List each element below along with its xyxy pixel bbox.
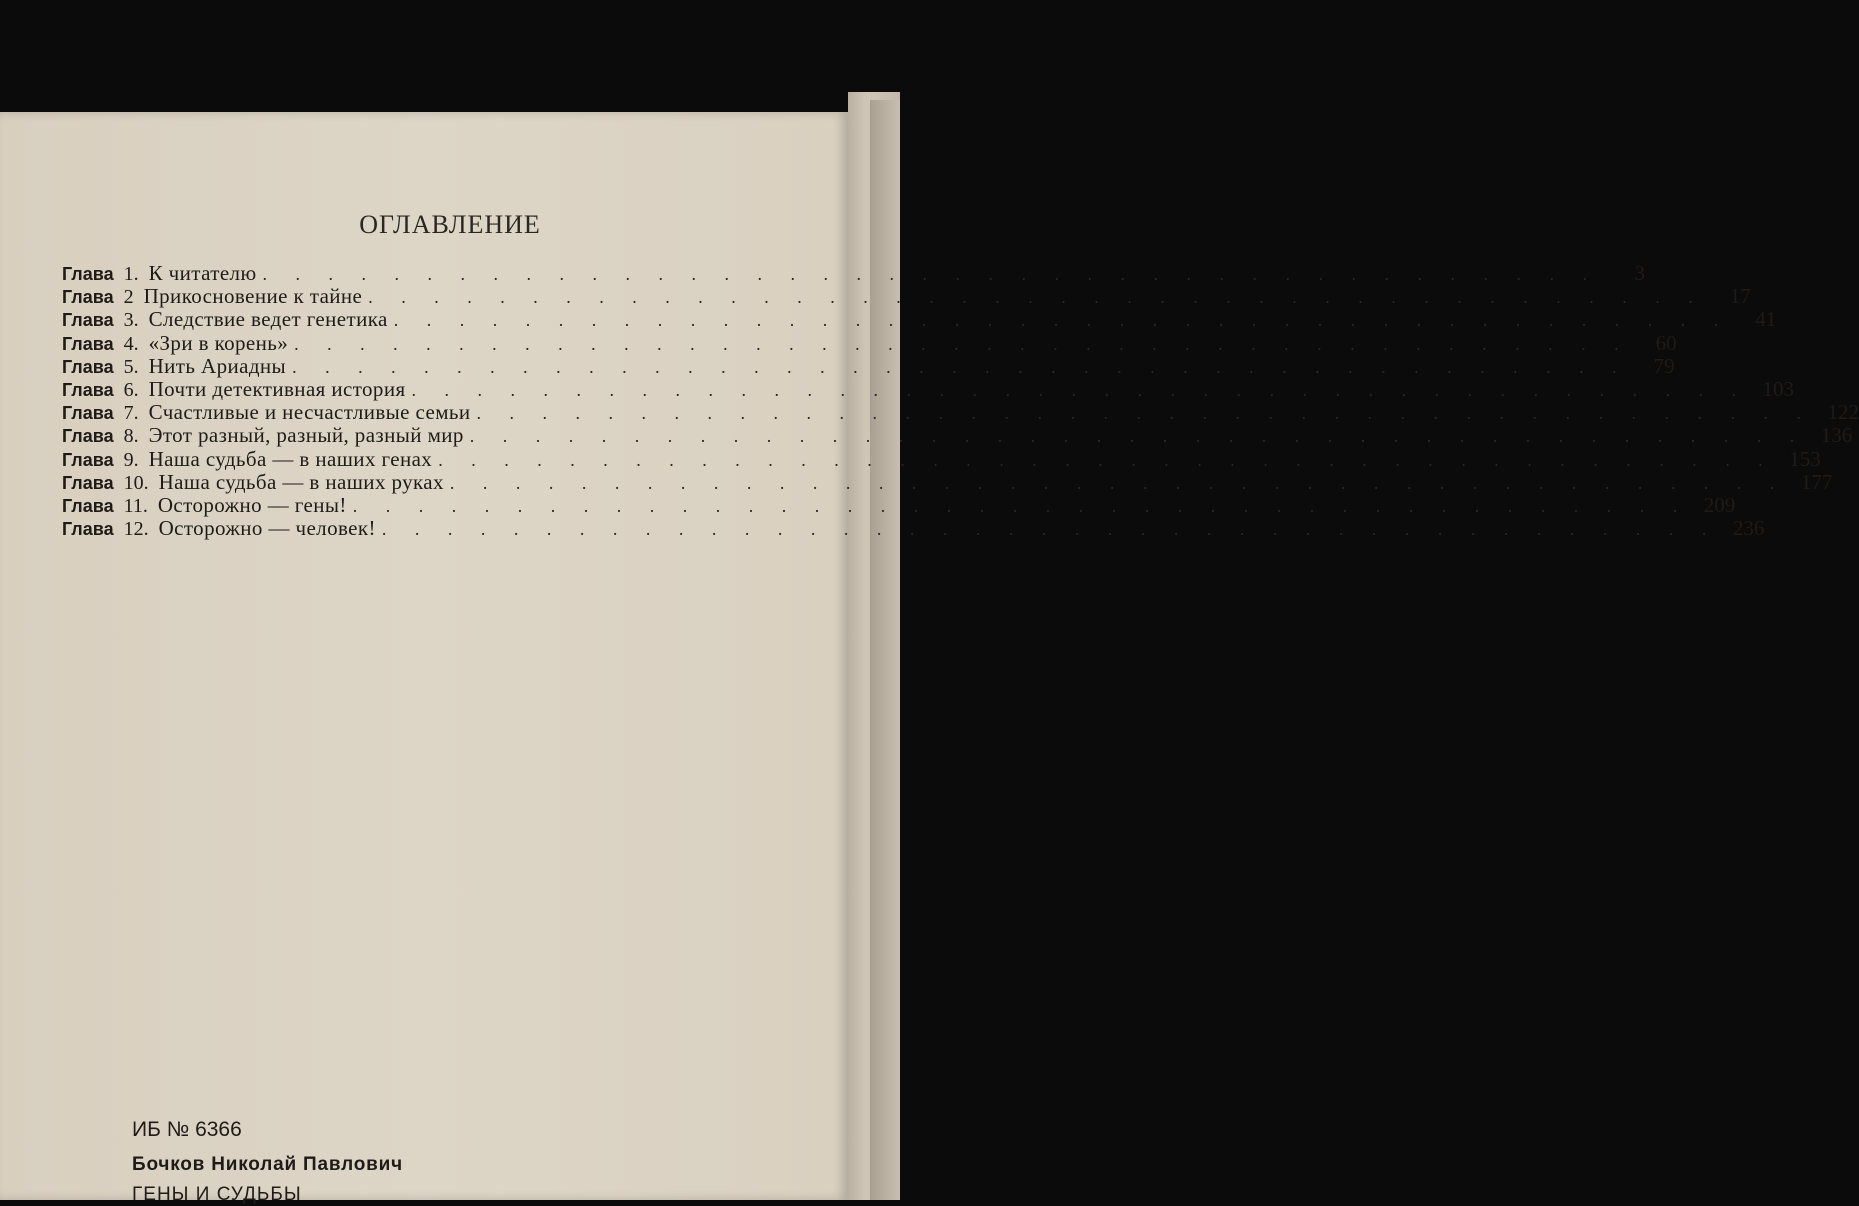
chapter-number: 6. (123, 378, 139, 401)
chapter-number: 4. (123, 332, 139, 355)
chapter-label: Глава (62, 264, 114, 284)
chapter-number: 10. (123, 471, 149, 494)
toc-entry-11 (62, 492, 1736, 517)
chapter-title: Осторожно — человек! (158, 516, 376, 541)
chapter-number: 3. (123, 309, 139, 332)
chapter-label: Глава (62, 449, 114, 470)
chapter-label: Глава (62, 379, 114, 400)
toc-entry-10 (62, 469, 1833, 494)
table-of-contents (62, 261, 1859, 541)
dot-leader: . . . . . . . . . . . . . . . . . . . . . . . . . . . . . . . . . . . . . . . . . (292, 356, 1629, 377)
page-number: 136 (1820, 423, 1853, 448)
chapter-label: Глава (62, 519, 114, 540)
chapter-title: Этот разный, разный, разный мир (148, 423, 464, 448)
page-number: 236 (1732, 516, 1765, 541)
toc-entry-9 (62, 446, 1821, 471)
chapter-title: К читателю (148, 261, 257, 285)
page-number: 122 (1827, 400, 1859, 425)
chapter-title: Счастливые и несчастливые семьи (148, 400, 471, 425)
chapter-title: Следствие ведет генетика (148, 307, 388, 332)
book-title: ГЕНЫ И СУДЬБЫ (132, 1184, 302, 1205)
dot-leader: . . . . . . . . . . . . . . . . . . . . . . . . . . . . . . . . . . . . . . . . . (469, 426, 1807, 447)
author-name: Бочков Николай Павлович (132, 1154, 403, 1175)
toc-entry-3 (62, 307, 1777, 332)
chapter-label: Глава (62, 495, 114, 516)
chapter-number: 9. (123, 448, 139, 471)
chapter-number: 2 (123, 286, 134, 309)
chapter-title: Наша судьба — в наших генах (148, 446, 433, 471)
toc-entry-7 (62, 400, 1859, 425)
page-number: 79 (1653, 353, 1675, 378)
page-number: 153 (1789, 446, 1821, 471)
toc-entry-2 (62, 284, 1751, 309)
page-number: 103 (1762, 376, 1795, 401)
chapter-number: 8. (123, 425, 139, 448)
page-number: 177 (1800, 469, 1833, 494)
chapter-number: 7. (123, 402, 139, 425)
chapter-label: Глава (62, 310, 114, 331)
toc-entry-1 (62, 261, 1646, 285)
chapter-title: Осторожно — гены! (157, 492, 347, 517)
page-number: 3 (1634, 261, 1646, 285)
toc-entry-5 (62, 353, 1675, 378)
dot-leader: . . . . . . . . . . . . . . . . . . . . . . . . . . . . . . . . . . . . . . . . . (476, 403, 1814, 424)
chapter-label: Глава (62, 356, 114, 377)
chapter-title: «Зри в корень» (148, 330, 289, 355)
dot-leader: . . . . . . . . . . . . . . . . . . . . . . . . . . . . . . . . . . . . . . . . . (381, 519, 1719, 540)
ib-number: ИБ № 6366 (132, 1118, 242, 1141)
chapter-title: Почти детективная история (148, 376, 406, 401)
toc-entry-12 (62, 516, 1765, 541)
toc-entry-8 (62, 423, 1853, 448)
chapter-number: 11. (123, 494, 148, 517)
chapter-title: Нить Ариадны (148, 353, 287, 378)
dot-leader: . . . . . . . . . . . . . . . . . . . . . . . . . . . . . . . . . . . . . . . . . (449, 472, 1787, 493)
page-number: 60 (1655, 330, 1677, 355)
toc-entry-4 (62, 330, 1677, 355)
book-title-cropped (132, 1184, 332, 1205)
dot-leader: . . . . . . . . . . . . . . . . . . . . . . . . . . . . . . . . . . . . . . . . . (368, 287, 1705, 308)
chapter-label: Глава (62, 287, 114, 308)
dot-leader: . . . . . . . . . . . . . . . . . . . . . . . . . . . . . . . . . . . . . . . . . (411, 379, 1749, 400)
dot-leader: . . . . . . . . . . . . . . . . . . . . . . . . . . . . . . . . . . . . . . . . . (294, 333, 1631, 354)
toc-entry-6 (62, 376, 1795, 401)
chapter-label: Глава (62, 472, 114, 493)
chapter-number: 12. (123, 518, 149, 541)
dot-leader: . . . . . . . . . . . . . . . . . . . . . . . . . . . . . . . . . . . . . . . . . (262, 264, 1600, 284)
chapter-label: Глава (62, 426, 114, 447)
toc-title: ОГЛАВЛЕНИЕ (359, 210, 541, 239)
chapter-number: 5. (123, 355, 139, 378)
page-number: 17 (1729, 284, 1751, 309)
chapter-number: 1. (123, 263, 139, 285)
chapter-label: Глава (62, 333, 114, 354)
chapter-title: Наша судьба — в наших руках (158, 469, 444, 494)
page-number: 41 (1755, 307, 1777, 332)
dot-leader: . . . . . . . . . . . . . . . . . . . . . . . . . . . . . . . . . . . . . . . . . (352, 495, 1690, 516)
dot-leader: . . . . . . . . . . . . . . . . . . . . . . . . . . . . . . . . . . . . . . . . . (438, 449, 1775, 470)
page-number: 209 (1703, 492, 1736, 517)
chapter-title: Прикосновение к тайне (143, 284, 363, 309)
chapter-label: Глава (62, 403, 114, 424)
dot-leader: . . . . . . . . . . . . . . . . . . . . . . . . . . . . . . . . . . . . . . . . . (393, 310, 1731, 331)
